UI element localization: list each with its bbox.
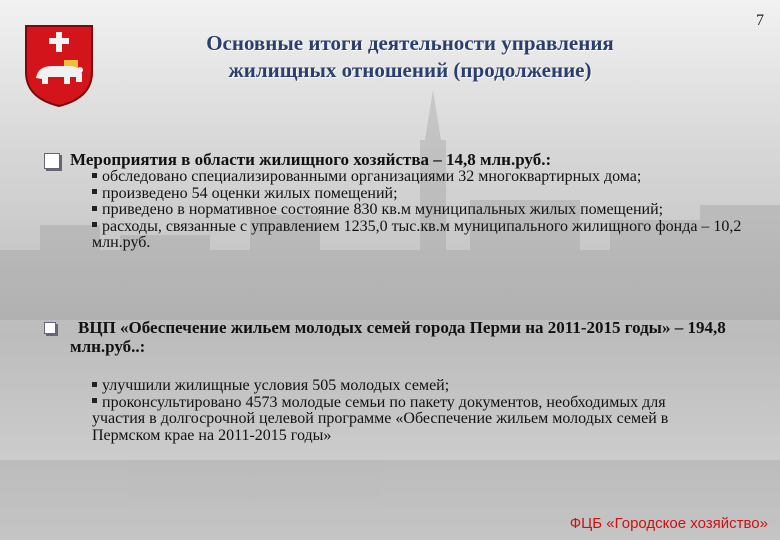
section-items (92, 169, 742, 252)
list-item-text: обследовано специализированными организациями 32 многоквартирных дома; (102, 168, 642, 185)
list-item-text: произведено 54 оценки жилых помещений; (102, 184, 398, 202)
list-item (92, 202, 742, 219)
list-item (92, 378, 712, 395)
square-bullet-icon (92, 173, 97, 178)
section-items (92, 378, 712, 444)
square-bullet-icon (92, 398, 97, 403)
page-title (130, 30, 690, 84)
page-number: 7 (756, 12, 764, 29)
coat-of-arms (22, 22, 96, 108)
square-bullet-icon (92, 222, 97, 227)
square-bullet-icon (92, 189, 97, 194)
section-housing-activities (44, 150, 744, 252)
list-item (92, 186, 742, 203)
title-line-1: Основные итоги деятельности управления (206, 31, 614, 55)
list-item-text: расходы, связанные с управлением 1235,0 тыс.кв.м муниципального жилищного фонда – 10,2 млн.руб. (92, 217, 742, 251)
list-item-text: улучшили жилищные условия 505 молодых семей; (102, 377, 450, 394)
list-item (92, 395, 712, 445)
perm-coat-of-arms-icon (22, 22, 96, 108)
title-line-2: жилищных отношений (продолжение) (228, 58, 592, 82)
footer-organization: ФЦБ «Городское хозяйство» (569, 515, 768, 532)
list-item (92, 219, 742, 252)
list-item (92, 169, 742, 186)
list-item-text: проконсультировано 4573 молодые семьи по пакету документов, необходимых для участия в долгосрочной целевой программе «Обеспечение жильем молодых семей в Пермском крае на 2011-2015 годы» (92, 393, 669, 444)
square-bullet-icon (92, 206, 97, 211)
section-heading: ВЦП «Обеспечение жильем молодых семей города Перми на 2011-2015 годы» – 194,8 млн.руб..: (70, 318, 726, 356)
square-bullet-icon (92, 382, 97, 387)
checkbox-bullet-icon (44, 322, 56, 334)
section-young-families-program (44, 318, 744, 444)
section-heading: Мероприятия в области жилищного хозяйства – 14,8 млн.руб.: (70, 150, 552, 169)
checkbox-bullet-icon (44, 153, 60, 169)
list-item-text: приведено в нормативное состояние 830 кв.м муниципальных жилых помещений; (102, 201, 664, 218)
